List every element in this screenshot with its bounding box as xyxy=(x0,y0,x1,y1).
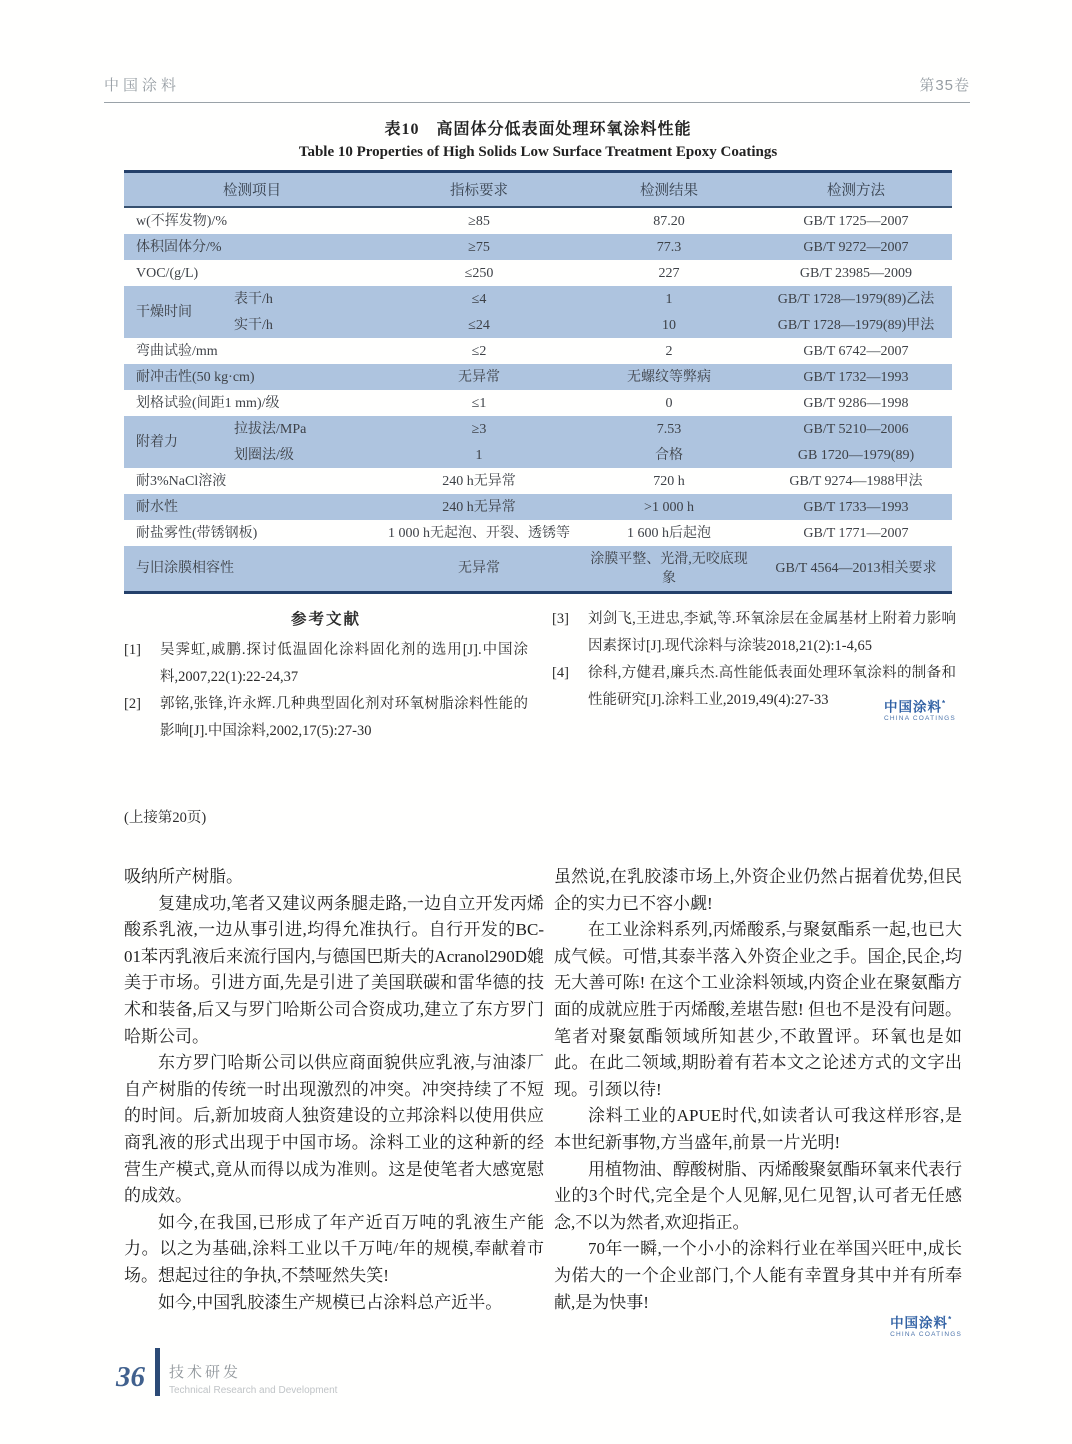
paragraph: 用植物油、醇酸树脂、丙烯酸聚氨酯环氧来代表行业的3个时代,完全是个人见解,见仁见智,认可者无任感念,不以为然者,欢迎指正。 xyxy=(554,1159,962,1232)
table-cell: GB/T 1732—1993 xyxy=(803,369,909,385)
properties-table xyxy=(124,170,952,594)
running-head xyxy=(104,74,970,103)
paragraph: 70年一瞬,一个小小的涂料行业在举国兴旺中,成长为偌大的一个企业部门,个人能有幸置身其中并有所奉献,是为快事! xyxy=(554,1239,962,1312)
references-heading: 参考文献 xyxy=(290,611,361,628)
table-cell: GB/T 5210—2006 xyxy=(803,421,909,437)
reference-item xyxy=(552,606,956,660)
table-cell: 表干/h xyxy=(234,291,273,307)
page-number: 36 xyxy=(116,1361,145,1393)
table-cell: 87.20 xyxy=(653,213,685,229)
footer-section-titles xyxy=(160,1361,337,1396)
table-cell: ≥3 xyxy=(471,421,487,437)
section-title-en: Technical Research and Development xyxy=(169,1385,338,1396)
paragraph: 东方罗门哈斯公司以供应商面貌供应乳液,与油漆厂自产树脂的传统一时出现激烈的冲突。冲突持续了不短的时间。后,新加坡商人独资建设的立邦涂料以使用供应商乳液的形式出现于中国市场。涂料工业的这种新的经营生产模式,竟从而得以成为准则。这是使笔者大感宽慰的成效。 xyxy=(124,1053,544,1206)
table-cell: 合格 xyxy=(655,447,683,463)
group-cell: 附着力 xyxy=(136,434,178,450)
table-cell: ≤1 xyxy=(471,395,487,411)
continuation-note: (上接第20页) xyxy=(124,810,207,826)
table-cell: ≤250 xyxy=(464,265,494,281)
table-row xyxy=(124,494,952,520)
table-row xyxy=(124,546,952,593)
logo-mark: * xyxy=(942,699,947,708)
logo-text-zh: 中国涂料 xyxy=(890,1315,949,1331)
references-section xyxy=(124,606,956,745)
china-coatings-logo xyxy=(890,1316,962,1338)
paragraph: 复建成功,笔者又建议两条腿走路,一边自立开发丙烯酸系乳液,一边从事引进,均得允准执行。自行开发的BC-01苯丙乳液后来流行国内,与德国巴斯夫的Acranol290D媲美于市场。引进方面,先是引进了美国联碳和雷华德的技术和装备,后又与罗门哈斯公司合资成功,建立了东方罗门哈斯公司。 xyxy=(124,893,544,1046)
table-cell: GB/T 1771—2007 xyxy=(803,525,909,541)
table-row xyxy=(124,207,952,234)
table-cell: 0 xyxy=(665,395,673,411)
table-header-cell: 检测结果 xyxy=(640,183,698,199)
table-row xyxy=(124,364,952,390)
table-cell: GB/T 9274—1988甲法 xyxy=(789,473,923,489)
table-cell: 耐水性 xyxy=(136,499,178,515)
ref-number: [1] xyxy=(124,642,141,658)
table-cell: 耐盐雾性(带锈钢板) xyxy=(136,525,258,541)
table-cell: 1 xyxy=(665,291,673,307)
volume-label: 第35卷 xyxy=(919,77,970,94)
table-cell: 1 xyxy=(475,447,483,463)
table-cell: ≤24 xyxy=(468,317,490,333)
table-cell: ≤4 xyxy=(471,291,487,307)
table-cell: ≥75 xyxy=(468,239,490,255)
table-cell: w(不挥发物)/% xyxy=(136,213,227,229)
article-body xyxy=(124,864,962,1339)
ref-text: 郭铭,张锋,许永辉.几种典型固化剂对环氧树脂涂料性能的影响[J].中国涂料,2002,17(5):27-30 xyxy=(160,696,528,739)
table-cell: GB/T 6742—2007 xyxy=(803,343,909,359)
table-cell: GB/T 1725—2007 xyxy=(803,213,909,229)
table-cell: GB/T 9272—2007 xyxy=(803,239,909,255)
table-row xyxy=(124,338,952,364)
logo-text-en: CHINA COATINGS xyxy=(890,1331,962,1339)
reference-item xyxy=(124,637,528,691)
china-coatings-logo xyxy=(884,700,956,722)
table-cell: 7.53 xyxy=(656,421,682,437)
table-cell: 与旧涂膜相容性 xyxy=(136,561,234,576)
table-header-cell: 指标要求 xyxy=(450,183,508,199)
table-cell: ≥85 xyxy=(468,213,490,229)
table-row xyxy=(124,286,952,312)
table-header-cell: 检测方法 xyxy=(827,183,885,199)
table-cell: 无螺纹等弊病 xyxy=(627,369,711,385)
reference-item xyxy=(124,691,528,745)
table-title-en: Table 10 Properties of High Solids Low Surface Treatment Epoxy Coatings xyxy=(298,144,778,160)
paragraph: 吸纳所产树脂。 xyxy=(124,867,243,886)
table-cell: GB/T 1733—1993 xyxy=(803,499,909,515)
table-cell: >1 000 h xyxy=(644,499,694,515)
table-cell: 无异常 xyxy=(458,369,500,385)
table-cell: GB/T 4564—2013相关要求 xyxy=(775,561,937,576)
table-row xyxy=(124,468,952,494)
paragraph: 涂料工业的APUE时代,如读者认可我这样形容,是本世纪新事物,方当盛年,前景一片光明! xyxy=(554,1106,962,1152)
table-cell: 2 xyxy=(665,343,673,359)
ref-number: [3] xyxy=(552,611,569,627)
table-cell: 涂膜平整、光滑,无咬底现象 xyxy=(590,551,748,586)
page-footer xyxy=(116,1348,337,1396)
article-left-column xyxy=(124,864,544,1339)
article-right-column xyxy=(554,864,962,1339)
ref-text: 吴霁虹,戚鹏.探讨低温固化涂料固化剂的选用[J].中国涂料,2007,22(1):22-24,37 xyxy=(160,642,528,685)
paragraph: 在工业涂料系列,丙烯酸系,与聚氨酯系一起,也已大成气候。可惜,其泰半落入外资企业之手。国企,民企,均无大善可陈! 在这个工业涂料领域,内资企业在聚氨酯方面的成就应胜于丙烯酸,差堪告慰! 但也不是没有问题。笔者对聚氨酯领域所知甚少,不敢置评。环氧也是如此。在此二领域,期盼着有若本文之论述方式的文字出现。引颈以待! xyxy=(554,920,962,1099)
table-cell: 240 h无异常 xyxy=(442,473,516,489)
journal-name: 中国涂料 xyxy=(104,77,181,94)
ref-number: [4] xyxy=(552,665,569,681)
group-cell: 干燥时间 xyxy=(136,304,192,320)
table-cell: VOC/(g/L) xyxy=(136,265,199,281)
table-row xyxy=(124,390,952,416)
table-cell: 240 h无异常 xyxy=(442,499,516,515)
table-block xyxy=(124,116,952,594)
table-row xyxy=(124,416,952,442)
table-cell: 720 h xyxy=(653,473,685,489)
table-cell: 耐3%NaCl溶液 xyxy=(136,473,227,489)
table-header-cell: 检测项目 xyxy=(223,183,281,199)
table-cell: GB/T 1728—1979(89)乙法 xyxy=(777,291,935,307)
table-cell: 10 xyxy=(662,317,676,333)
references-left-column xyxy=(124,606,528,745)
table-cell: 耐冲击性(50 kg·cm) xyxy=(136,369,255,385)
logo-text-zh: 中国涂料 xyxy=(884,699,942,715)
table-cell: GB/T 9286—1998 xyxy=(803,395,909,411)
table-cell: 1 000 h无起泡、开裂、透锈等 xyxy=(388,525,570,541)
table-row xyxy=(124,260,952,286)
table-title-zh: 表10 高固体分低表面处理环氧涂料性能 xyxy=(384,121,692,138)
paragraph: 如今,在我国,已形成了年产近百万吨的乳液生产能力。以之为基础,涂料工业以千万吨/年的规模,奉献着市场。想起过往的争执,不禁哑然失笑! xyxy=(124,1212,544,1285)
table-cell: 77.3 xyxy=(656,239,682,255)
table-cell: 体积固体分/% xyxy=(136,239,222,255)
ref-number: [2] xyxy=(124,696,141,712)
ref-text: 刘剑飞,王进忠,李斌,等.环氧涂层在金属基材上附着力影响因素探讨[J].现代涂料与涂装2018,21(2):1-4,65 xyxy=(588,611,956,654)
table-cell: GB/T 23985—2009 xyxy=(799,265,913,281)
logo-text-en: CHINA COATINGS xyxy=(884,715,956,723)
table-header-row xyxy=(124,172,952,208)
table-cell: 划格试验(间距1 mm)/级 xyxy=(136,395,280,411)
table-cell: ≤2 xyxy=(471,343,487,359)
paragraph: 如今,中国乳胶漆生产规模已占涂料总产近半。 xyxy=(158,1292,503,1312)
section-title-zh: 技术研发 xyxy=(169,1364,242,1381)
table-cell: 拉拔法/MPa xyxy=(234,421,307,437)
table-row xyxy=(124,442,952,468)
paragraph: 虽然说,在乳胶漆市场上,外资企业仍然占据着优势,但民企的实力已不容小觑! xyxy=(554,867,962,913)
table-cell: 弯曲试验/mm xyxy=(136,343,218,359)
table-cell: GB/T 1728—1979(89)甲法 xyxy=(777,317,935,333)
table-row xyxy=(124,312,952,338)
table-row xyxy=(124,520,952,546)
references-right-column xyxy=(552,606,956,745)
table-cell: 划圈法/级 xyxy=(234,447,294,463)
table-cell: 实干/h xyxy=(234,317,273,333)
logo-mark: * xyxy=(948,1315,953,1325)
table-cell: 1 600 h后起泡 xyxy=(627,525,711,541)
table-cell: GB 1720—1979(89) xyxy=(797,447,915,463)
table-cell: 227 xyxy=(658,265,680,281)
table-row xyxy=(124,234,952,260)
table-cell: 无异常 xyxy=(458,561,500,576)
ref-text: 徐科,方健君,廉兵杰.高性能低表面处理环氧涂料的制备和性能研究[J].涂料工业,2019,49(4):27-33 xyxy=(588,665,956,708)
